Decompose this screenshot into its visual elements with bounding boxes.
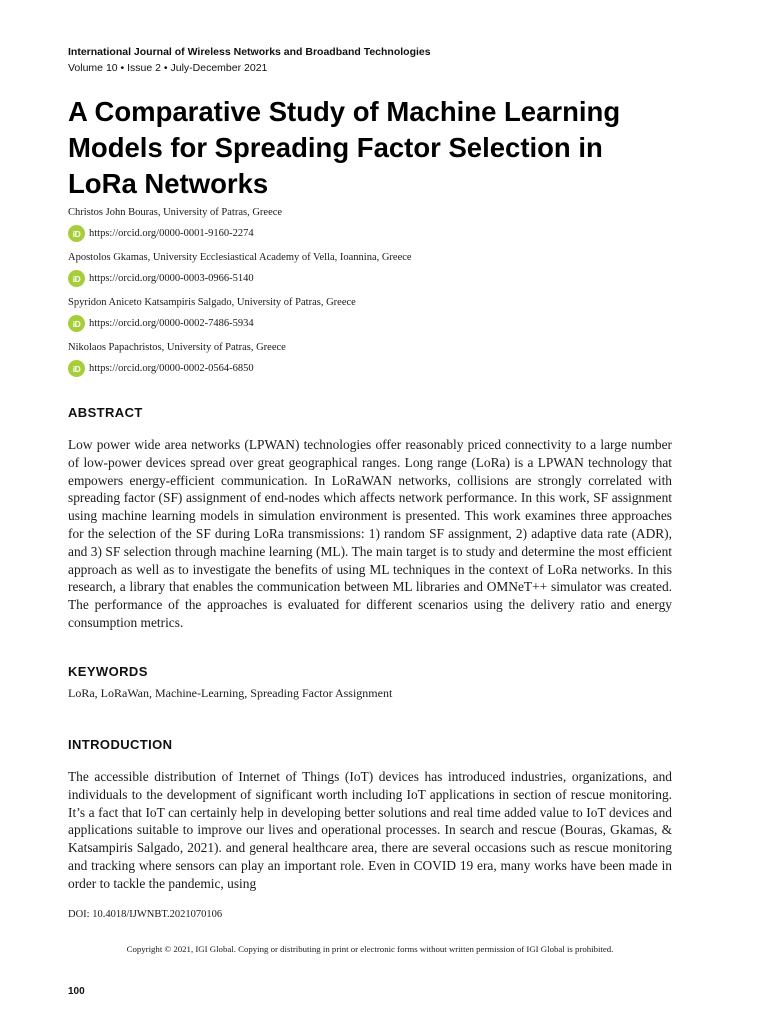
keywords-text: LoRa, LoRaWan, Machine-Learning, Spreading Factor Assignment — [68, 686, 393, 700]
keywords-heading: KEYWORDS — [68, 664, 148, 679]
introduction-text: The accessible distribution of Internet of Things (IoT) devices has introduced industries, organizations, and individuals to the development of significant worth including IoT applications in section of rescue monitoring. It’s a fact that IoT can certainly help in developing better solutions and real time added value to IoT devices and applications suitable to improve our lives and operational processes. In search and rescue (Bouras, Gkamas, & Katsampiris Salgado, 2021). and general healthcare area, there are several occasions such as rescue monitoring and tracking where sensors can play an important role. Even in COVID 19 era, many works have been made in order to tackle the pandemic, using — [68, 769, 672, 891]
paper-title: A Comparative Study of Machine Learning Models for Spreading Factor Selection in LoRa Networks — [68, 96, 621, 199]
orcid-link[interactable]: https://orcid.org/0000-0002-0564-6850 — [89, 363, 254, 374]
orcid-row — [68, 315, 356, 332]
author-block — [68, 251, 412, 287]
orcid-row — [68, 270, 412, 287]
orcid-icon: iD — [68, 360, 85, 377]
author-name: Apostolos Gkamas, University Ecclesiastical Academy of Vella, Ioannina, Greece — [68, 252, 412, 263]
doi: DOI: 10.4018/IJWNBT.2021070106 — [68, 909, 223, 920]
journal-issue: Volume 10 • Issue 2 • July-December 2021 — [68, 62, 268, 74]
orcid-icon: iD — [68, 315, 85, 332]
orcid-row — [68, 225, 282, 242]
orcid-row — [68, 360, 286, 377]
orcid-link[interactable]: https://orcid.org/0000-0003-0966-5140 — [89, 273, 254, 284]
orcid-icon: iD — [68, 270, 85, 287]
orcid-link[interactable]: https://orcid.org/0000-0002-7486-5934 — [89, 318, 254, 329]
author-name: Nikolaos Papachristos, University of Patras, Greece — [68, 342, 286, 353]
abstract-heading: ABSTRACT — [68, 405, 143, 420]
orcid-link[interactable]: https://orcid.org/0000-0001-9160-2274 — [89, 228, 254, 239]
author-block — [68, 341, 286, 377]
author-name: Christos John Bouras, University of Patras, Greece — [68, 207, 283, 218]
abstract-text: Low power wide area networks (LPWAN) technologies offer reasonably priced connectivity to a large number of low-power devices spread over great geographical ranges. Long range (LoRa) is a LPWAN technology that empowers energy-efficient communication. In LoRaWAN networks, collisions are strongly correlated with spreading factor (SF) assignment of end-nodes which affects network performance. In this work, SF assignment using machine learning models in simulation environment is presented. This work examines three approaches for the selection of the SF during LoRa transmissions: 1) random SF assignment, 2) adaptive data rate (ADR), and 3) SF selection through machine learning (ML). The main target is to study and determine the most efficient approach as well as to investigate the benefits of using ML techniques in the context of LoRa networks. In this research, a library that enables the communication between ML libraries and OMNeT++ simulator was created. The performance of the approaches is evaluated for different scenarios using the delivery ratio and energy consumption metrics. — [68, 437, 672, 630]
page-number: 100 — [68, 986, 85, 997]
author-name: Spyridon Aniceto Katsampiris Salgado, University of Patras, Greece — [68, 297, 356, 308]
journal-name: International Journal of Wireless Networks and Broadband Technologies — [68, 46, 431, 58]
orcid-icon: iD — [68, 225, 85, 242]
author-block — [68, 206, 282, 242]
introduction-heading: INTRODUCTION — [68, 737, 173, 752]
copyright-notice: Copyright © 2021, IGI Global. Copying or distributing in print or electronic forms without written permission of IGI Global is prohibited. — [126, 944, 614, 954]
author-block — [68, 296, 356, 332]
